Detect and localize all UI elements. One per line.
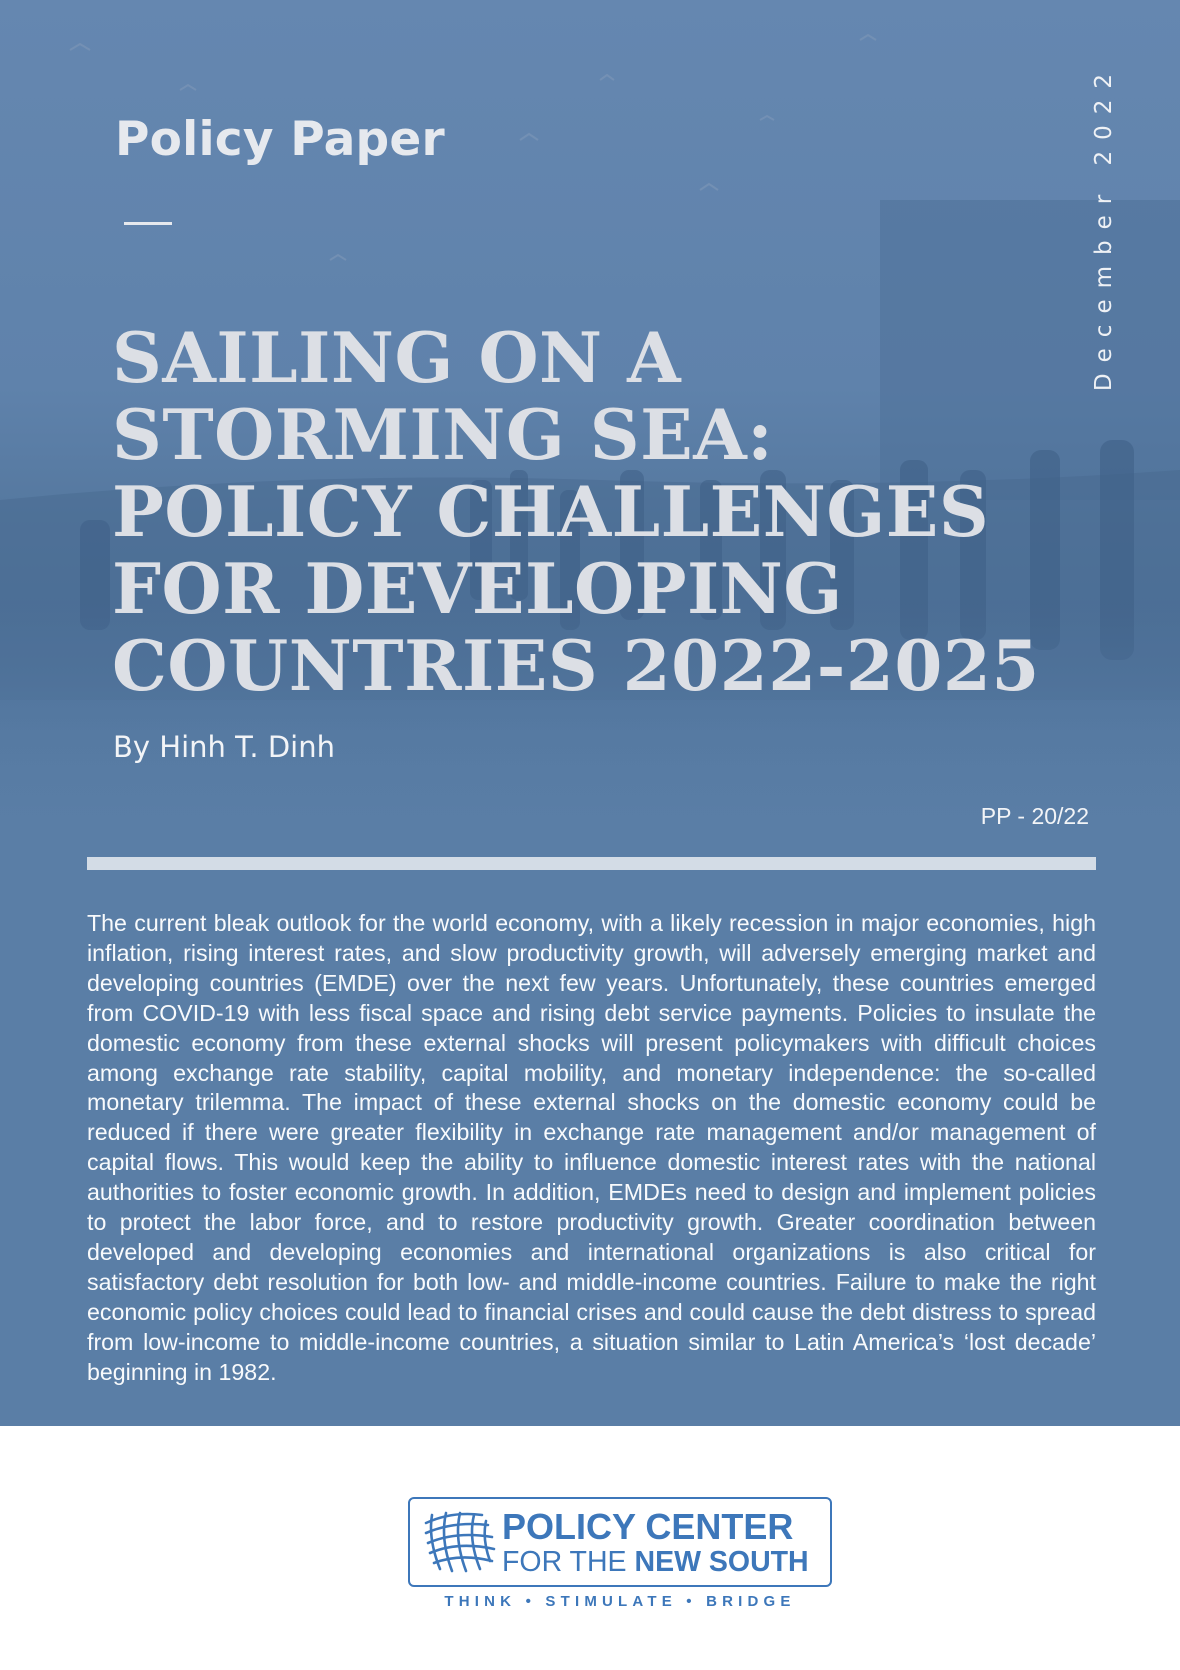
paper-number: PP - 20/22 (980, 803, 1089, 829)
logo-line-2-prefix: FOR THE (502, 1546, 635, 1578)
logo (408, 1497, 832, 1587)
paper-title: SAILING ON A STORMING SEA: POLICY CHALLENGES FOR DEVELOPING COUNTRIES 2022-2025 (112, 318, 1040, 707)
publication-date-text: December 2022 (1091, 62, 1117, 392)
logo-line-2-bold: NEW SOUTH (634, 1546, 809, 1578)
logo-line-2 (502, 1545, 809, 1579)
publication-date (1091, 52, 1117, 402)
series-label: Policy Paper (115, 112, 445, 167)
author-byline: By Hinh T. Dinh (113, 730, 335, 764)
abstract-text: The current bleak outlook for the world economy, with a likely recession in major economies, high inflation, rising interest rates, and slow productivity growth, will adversely emerging market and developing countries (EMDE) over the next few years. Unfortunately, these countries emerged from COVID-19 with less fiscal space and rising debt service payments. Policies to insulate the domestic economy from these external shocks will present policymakers with difficult choices among exchange rate stability, capital mobility, and monetary independence: the so-called monetary trilemma. The impact of these external shocks on the domestic economy could be reduced if there were greater flexibility in exchange rate management and/or management of capital flows. This would keep the ability to influence domestic interest rates with the national authorities to foster economic growth. In addition, EMDEs need to design and implement policies to protect the labor force, and to restore productivity growth. Greater coordination between developed and developing economies and international organizations is also critical for satisfactory debt resolution for both low- and middle-income countries. Failure to make the right economic policy choices could lead to financial crises and could cause the debt distress to spread from low-income to middle-income countries, a situation similar to Latin America’s ‘lost decade’ beginning in 1982. (87, 910, 1096, 1385)
logo-tagline: THINK • STIMULATE • BRIDGE (444, 1593, 796, 1610)
horizontal-rule (87, 857, 1096, 870)
globe-grid-icon (422, 1509, 498, 1575)
logo-line-1: POLICY CENTER (502, 1506, 794, 1547)
title-dash-divider (124, 222, 172, 225)
